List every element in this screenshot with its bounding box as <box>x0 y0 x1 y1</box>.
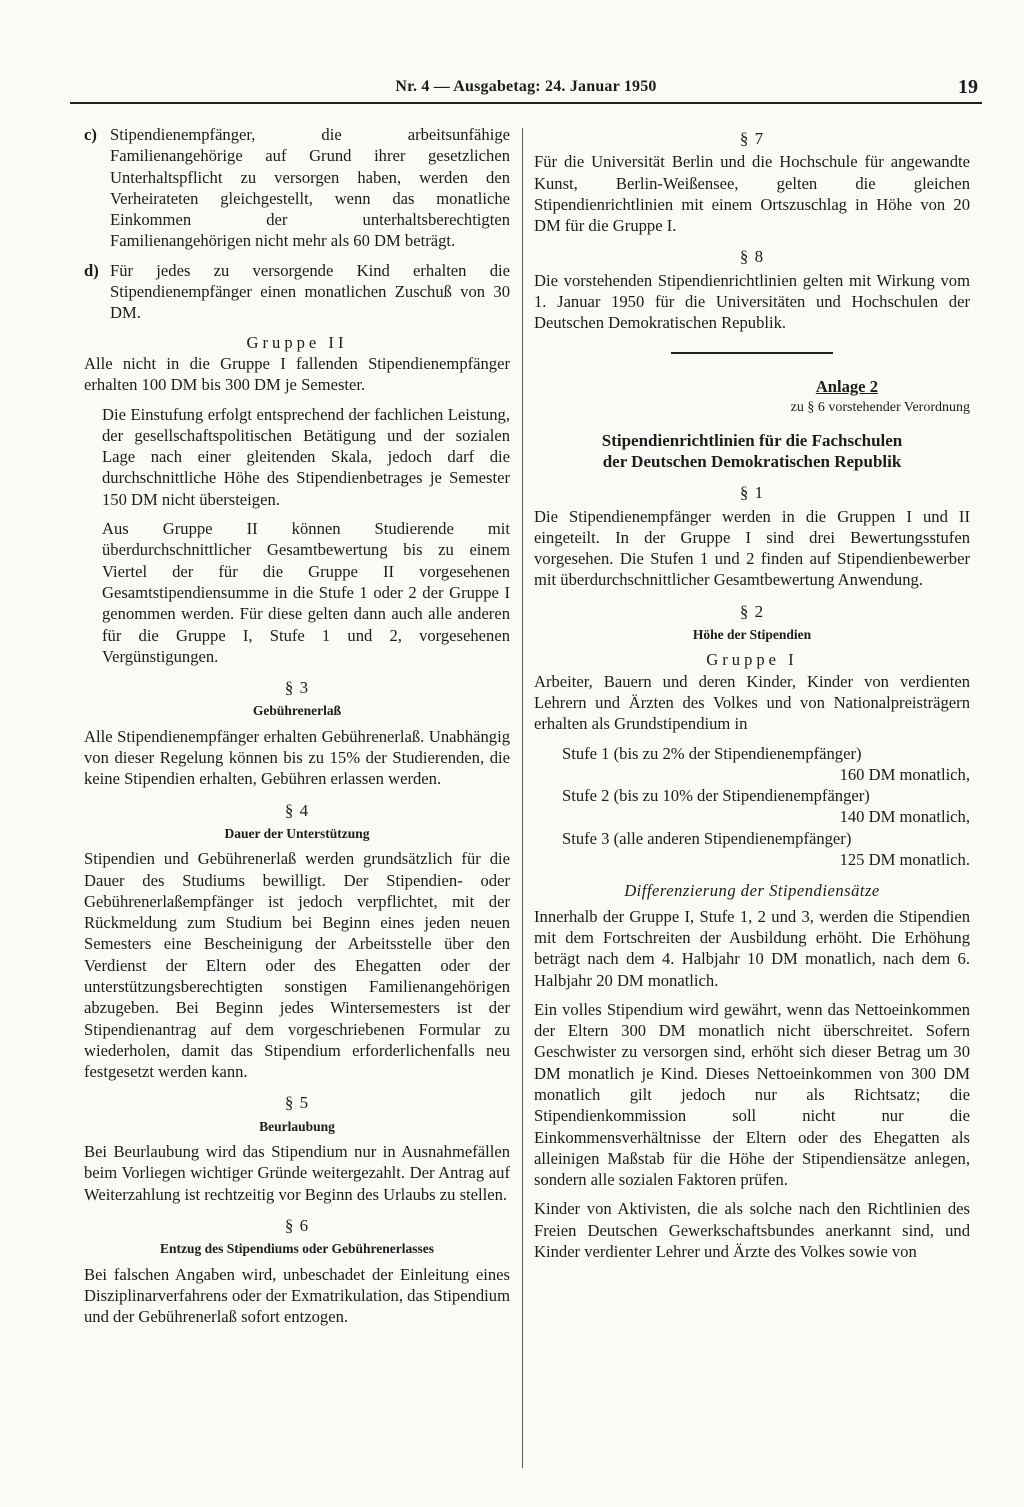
section-4-number: § 4 <box>284 800 310 820</box>
stufe-amount: 160 DM monatlich, <box>839 764 970 784</box>
paragraph: Bei Beurlaubung wird das Stipendium nur in Ausnahmefällen beim Vorliegen wichtiger Gründe weitergezahlt. Der Antrag auf Weiterzahlung ist rechtzeitig vor Beginn des Urlaubs zu stellen. <box>84 1142 510 1204</box>
section-5-title: Beurlaubung <box>259 1118 335 1134</box>
stufe-item <box>534 743 970 786</box>
section-5-number: § 5 <box>284 1093 310 1113</box>
section-6-title: Entzug des Stipendiums oder Gebührenerlasses <box>159 1241 435 1257</box>
issue-line: Nr. 4 — Ausgabetag: 24. Januar 1950 <box>395 78 657 95</box>
stufe-item <box>534 828 970 871</box>
paragraph: Ein volles Stipendium wird gewährt, wenn das Nettoeinkommen der Eltern 300 DM monatlich nicht überschreitet. Sofern Geschwister zu versorgen sind, erhöht sich dieser Betrag um 30 DM monatlich je Kind. Dieses Nettoeinkommen von 300 DM monatlich gilt jedoch nur als Richtsatz; die Stipendienkommission soll nicht nur die Einkommensverhältnisse der Eltern oder des Ehegatten als alleinigen Maßstab für die Höhe der Stipendiensätze anlegen, sondern alle sozialen Faktoren prüfen. <box>534 999 970 1190</box>
title-line-2: der Deutschen Demokratischen Republik <box>602 452 902 472</box>
title-line-1: Stipendienrichtlinien für die Fachschulen <box>601 431 903 451</box>
column-divider <box>522 128 523 1468</box>
paragraph: Arbeiter, Bauern und deren Kinder, Kinder von verdienten Lehrern und Ärzten des Volkes und von Nationalpreisträgern erhalten als Grundstipendium in <box>534 671 970 734</box>
section-6-number: § 6 <box>284 1215 310 1235</box>
section-8-number: § 8 <box>739 247 765 267</box>
paragraph: Bei falschen Angaben wird, unbeschadet der Einleitung eines Disziplinarverfahrens oder der Exmatrikulation, das Stipendium und der Gebührenerlaß sofort entzogen. <box>84 1264 510 1327</box>
paragraph: Für die Universität Berlin und die Hochschule für angewandte Kunst, Berlin-Weißensee, gelten die gleichen Stipendienrichtlinien mit einem Ortszuschlag in Höhe von 20 DM für die Gruppe I. <box>534 152 970 236</box>
stufe-label: Stufe 2 (bis zu 10% der Stipendienempfänger) <box>562 786 870 806</box>
gruppe-2-heading: Gruppe II <box>246 332 348 352</box>
annex-section-2-number: § 2 <box>739 601 765 621</box>
stufe-label: Stufe 1 (bis zu 2% der Stipendienempfänger) <box>562 743 862 763</box>
anlage-subtitle: zu § 6 vorstehender Verordnung <box>790 399 970 415</box>
anlage-title: Anlage 2 <box>815 376 878 396</box>
list-item-d <box>84 260 510 324</box>
paragraph: Aus Gruppe II können Studierende mit überdurchschnittlicher Gesamtbewertung bis zu einem Viertel der für die Gruppe II vorgesehenen Gesamtstipendiensumme in die Stufe 1 oder 2 der Gruppe I genommen werden. Für diese gelten dann auch alle anderen für die Gruppe I, Stufe 1 und 2, vorgesehenen Vergünstigungen. <box>102 519 510 666</box>
document-title <box>534 430 970 472</box>
paragraph: Die Einstufung erfolgt entsprechend der fachlichen Leistung, der gesellschaftspolitischen Betätigung und der sozialen Lage nach einer gleitenden Skala, jedoch darf die durchschnittliche Höhe des Stipendienbetrages je Semester 150 DM nicht übersteigen. <box>102 404 510 509</box>
left-column <box>84 124 510 1335</box>
paragraph: Alle Stipendienempfänger erhalten Gebührenerlaß. Unabhängig von dieser Regelung können bis zu 15% der Studierenden, die keine Stipendien erhalten, Gebühren erlassen werden. <box>84 726 510 789</box>
paragraph: Alle nicht in die Gruppe I fallenden Stipendienempfänger erhalten 100 DM bis 300 DM je Semester. <box>84 353 510 395</box>
list-item-c <box>84 124 510 252</box>
stufe-amount: 125 DM monatlich. <box>839 850 970 870</box>
section-4-title: Dauer der Unterstützung <box>224 825 370 841</box>
right-column <box>534 124 970 1270</box>
paragraph: Die vorstehenden Stipendienrichtlinien gelten mit Wirkung vom 1. Januar 1950 für die Universitäten und Hochschulen der Deutschen Demokratischen Republik. <box>534 270 970 333</box>
annex-section-2-title: Höhe der Stipendien <box>692 627 812 643</box>
stufen-list <box>534 743 970 871</box>
page-header <box>70 76 982 104</box>
paragraph: Stipendien und Gebührenerlaß werden grundsätzlich für die Dauer des Studiums bewilligt. Der Stipendien- oder Gebührenerlaßempfänger ist jedoch verpflichtet, mit der Rückmeldung zum Studium bei Beginn eines jeden neuen Semesters eine Bescheinigung der Arbeitsstelle über den Verdienst der Eltern oder des Ehegatten oder der unterstützungsberechtigten sonstigen Familienangehörigen abzugeben. Bei Beginn jedes Wintersemesters ist der Stipendienantrag auf dem vorgeschriebenen Formular zu wiederholen, damit das Stipendium erforderlichenfalls neu festgesetzt werden kann. <box>84 849 510 1082</box>
annex-section-1-number: § 1 <box>739 483 765 503</box>
item-marker: d) <box>84 260 99 280</box>
paragraph: Die Stipendienempfänger werden in die Gruppen I und II eingeteilt. In der Gruppe I sind drei Bewertungsstufen vorgesehen. Die Stufen 1 und 2 finden auf Stipendienbewerber mit überdurchschnittlicher Gesamtbewertung Anwendung. <box>534 506 970 590</box>
section-3-title: Gebührenerlaß <box>252 703 342 719</box>
paragraph: Innerhalb der Gruppe I, Stufe 1, 2 und 3, werden die Stipendien mit dem Fortschreiten der Ausbildung erhöht. Die Erhöhung beträgt nach dem 4. Halbjahr 10 DM monatlich, nach dem 6. Halbjahr 20 DM monatlich. <box>534 906 970 990</box>
item-marker: c) <box>84 125 97 144</box>
stufe-label: Stufe 3 (alle anderen Stipendienempfänger) <box>562 828 852 848</box>
gruppe-1-heading: Gruppe I <box>706 650 798 670</box>
differentiation-heading: Differenzierung der Stipendiensätze <box>624 881 880 901</box>
divider-rule <box>671 352 833 354</box>
stufe-item <box>534 785 970 828</box>
item-text: Für jedes zu versorgende Kind erhalten die Stipendienempfänger einen monatlichen Zuschuß von 30 DM. <box>110 260 510 323</box>
section-3-number: § 3 <box>284 678 310 698</box>
section-7-number: § 7 <box>739 129 765 148</box>
page-number: 19 <box>958 76 978 98</box>
paragraph: Kinder von Aktivisten, die als solche nach den Richtlinien des Freien Deutschen Gewerkschaftsbundes anerkannt sind, und Kinder verdienter Lehrer und Ärzte des Volkes sowie von <box>534 1199 970 1262</box>
stufe-amount: 140 DM monatlich, <box>839 807 970 827</box>
item-text: Stipendienempfänger, die arbeitsunfähige Familienangehörige auf Grund ihrer gesetzlichen Unterhaltspflicht zu versorgen haben, werden den Verheirateten gleichgestellt, wenn das monatliche Einkommen der unterhaltsberechtigten Familienangehörigen nicht mehr als 60 DM beträgt. <box>110 125 510 251</box>
